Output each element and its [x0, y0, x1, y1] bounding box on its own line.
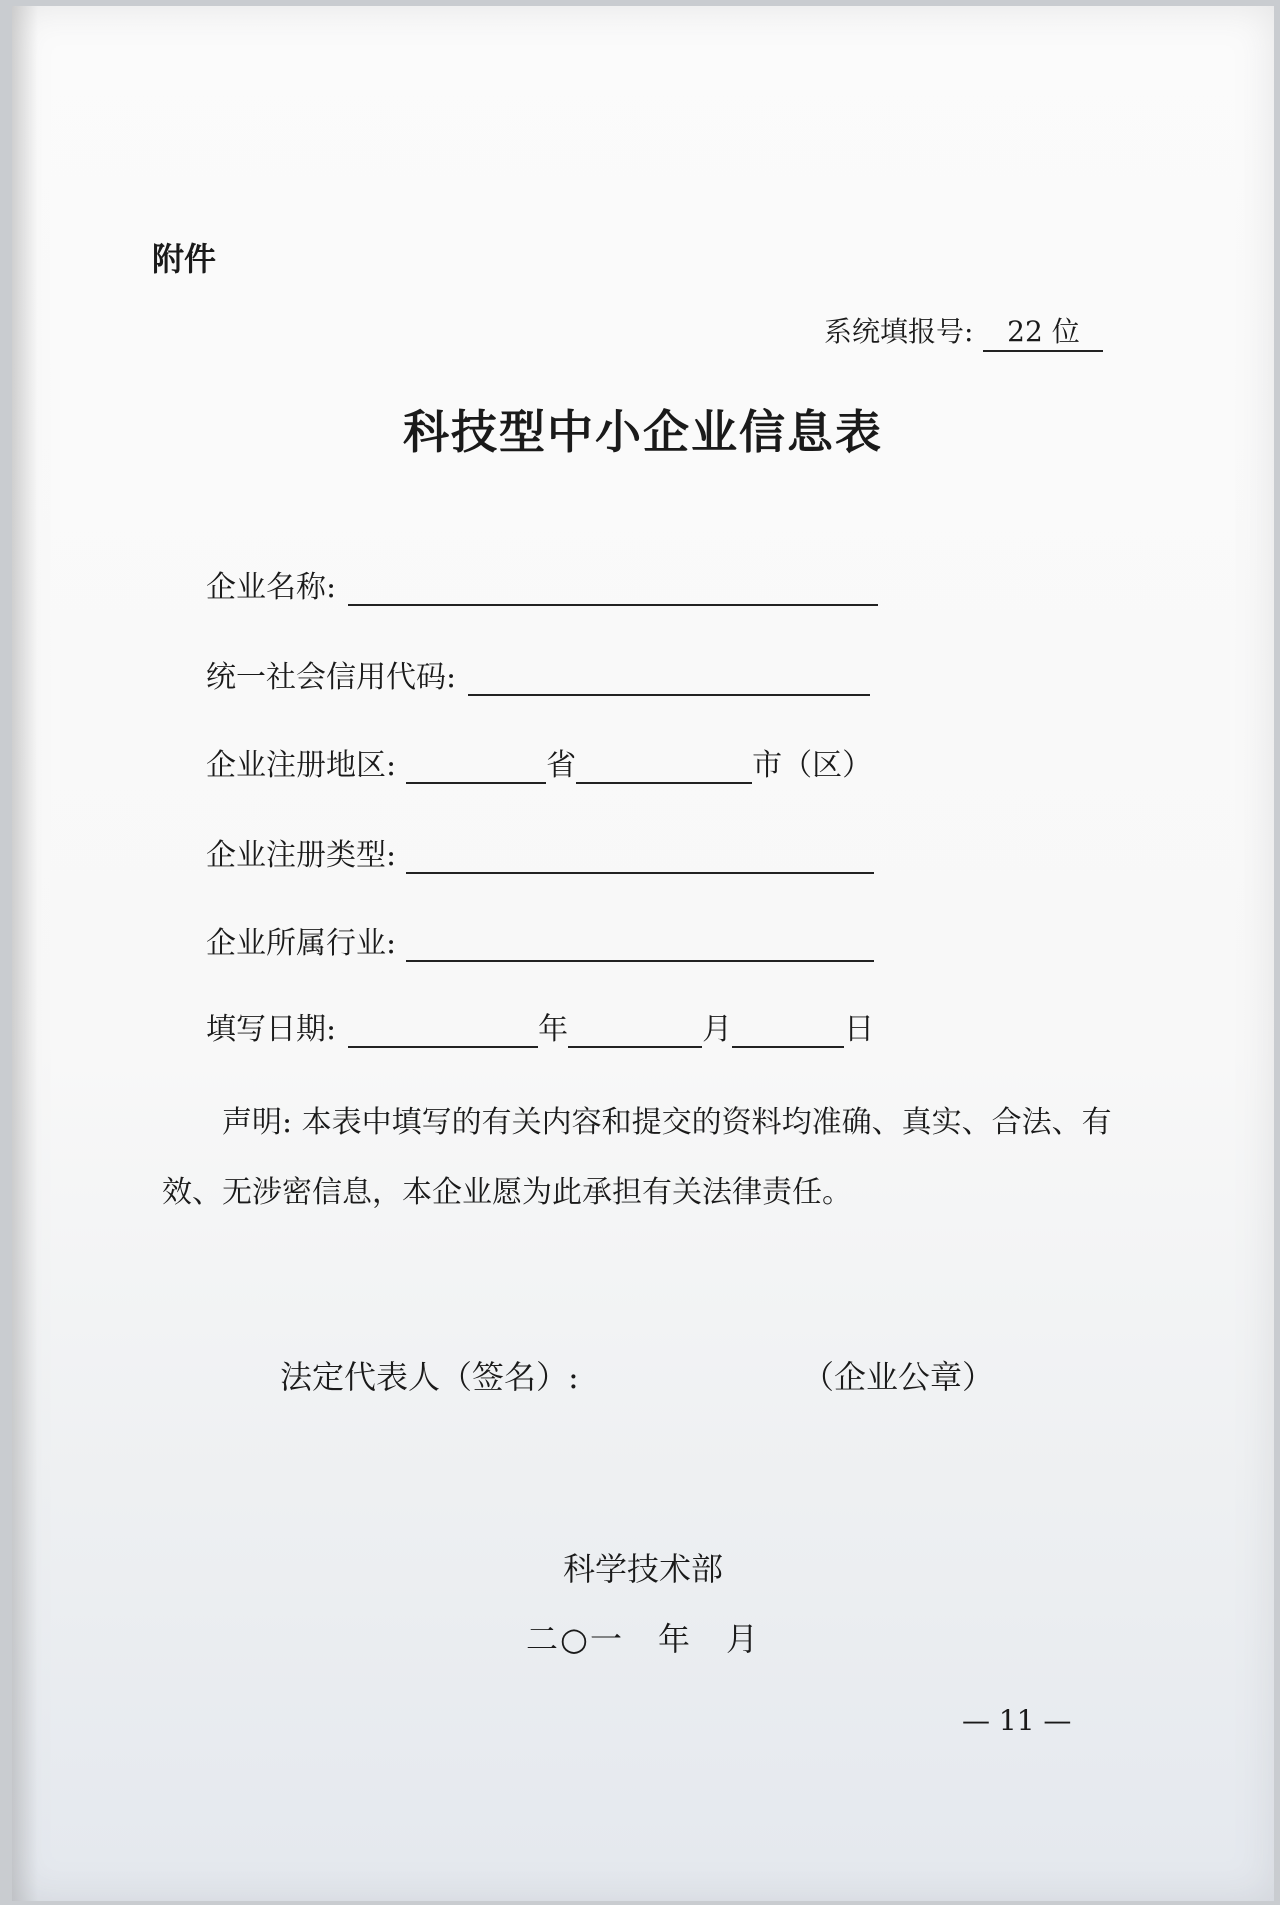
document-page — [12, 6, 1274, 1901]
attachment-label: 附件 — [152, 240, 217, 278]
system-number — [824, 310, 1103, 352]
page-number: — 11 — — [962, 1704, 1072, 1737]
company-name-label: 企业名称: — [206, 570, 337, 605]
fill-date-label: 填写日期: — [206, 1012, 337, 1047]
industry-field — [206, 918, 874, 962]
issue-date: 二○一 年 月 — [526, 1620, 760, 1658]
company-seal-label: （企业公章） — [802, 1358, 995, 1396]
month-blank[interactable] — [568, 1014, 702, 1048]
industry-blank[interactable] — [406, 928, 874, 962]
credit-code-field — [206, 652, 870, 696]
credit-code-blank[interactable] — [468, 662, 870, 696]
registration-region-field — [206, 740, 872, 784]
legal-representative-signature-label: 法定代表人（签名）: — [280, 1358, 579, 1396]
industry-label: 企业所属行业: — [206, 926, 397, 961]
province-suffix: 省 — [546, 748, 577, 783]
system-number-label: 系统填报号: — [824, 315, 974, 348]
year-suffix: 年 — [538, 1012, 569, 1047]
system-number-value: 22 位 — [983, 310, 1103, 352]
credit-code-label: 统一社会信用代码: — [206, 660, 457, 695]
year-blank[interactable] — [348, 1014, 538, 1048]
company-name-blank[interactable] — [348, 572, 878, 606]
registration-type-field — [206, 830, 874, 874]
month-suffix: 月 — [702, 1012, 733, 1047]
province-blank[interactable] — [406, 750, 546, 784]
fill-date-field — [206, 1004, 874, 1048]
company-name-field — [206, 562, 878, 606]
city-blank[interactable] — [576, 750, 752, 784]
registration-type-blank[interactable] — [406, 840, 874, 874]
form-title: 科技型中小企业信息表 — [403, 405, 883, 459]
day-blank[interactable] — [732, 1014, 844, 1048]
declaration-text: 声明: 本表中填写的有关内容和提交的资料均准确、真实、合法、有效、无涉密信息，本企业愿为此承担有关法律责任。 — [162, 1105, 1112, 1210]
day-suffix: 日 — [844, 1012, 875, 1047]
city-suffix: 市（区） — [752, 748, 873, 783]
ministry-name: 科学技术部 — [562, 1550, 723, 1588]
registration-region-label: 企业注册地区: — [206, 748, 397, 783]
registration-type-label: 企业注册类型: — [206, 838, 397, 873]
